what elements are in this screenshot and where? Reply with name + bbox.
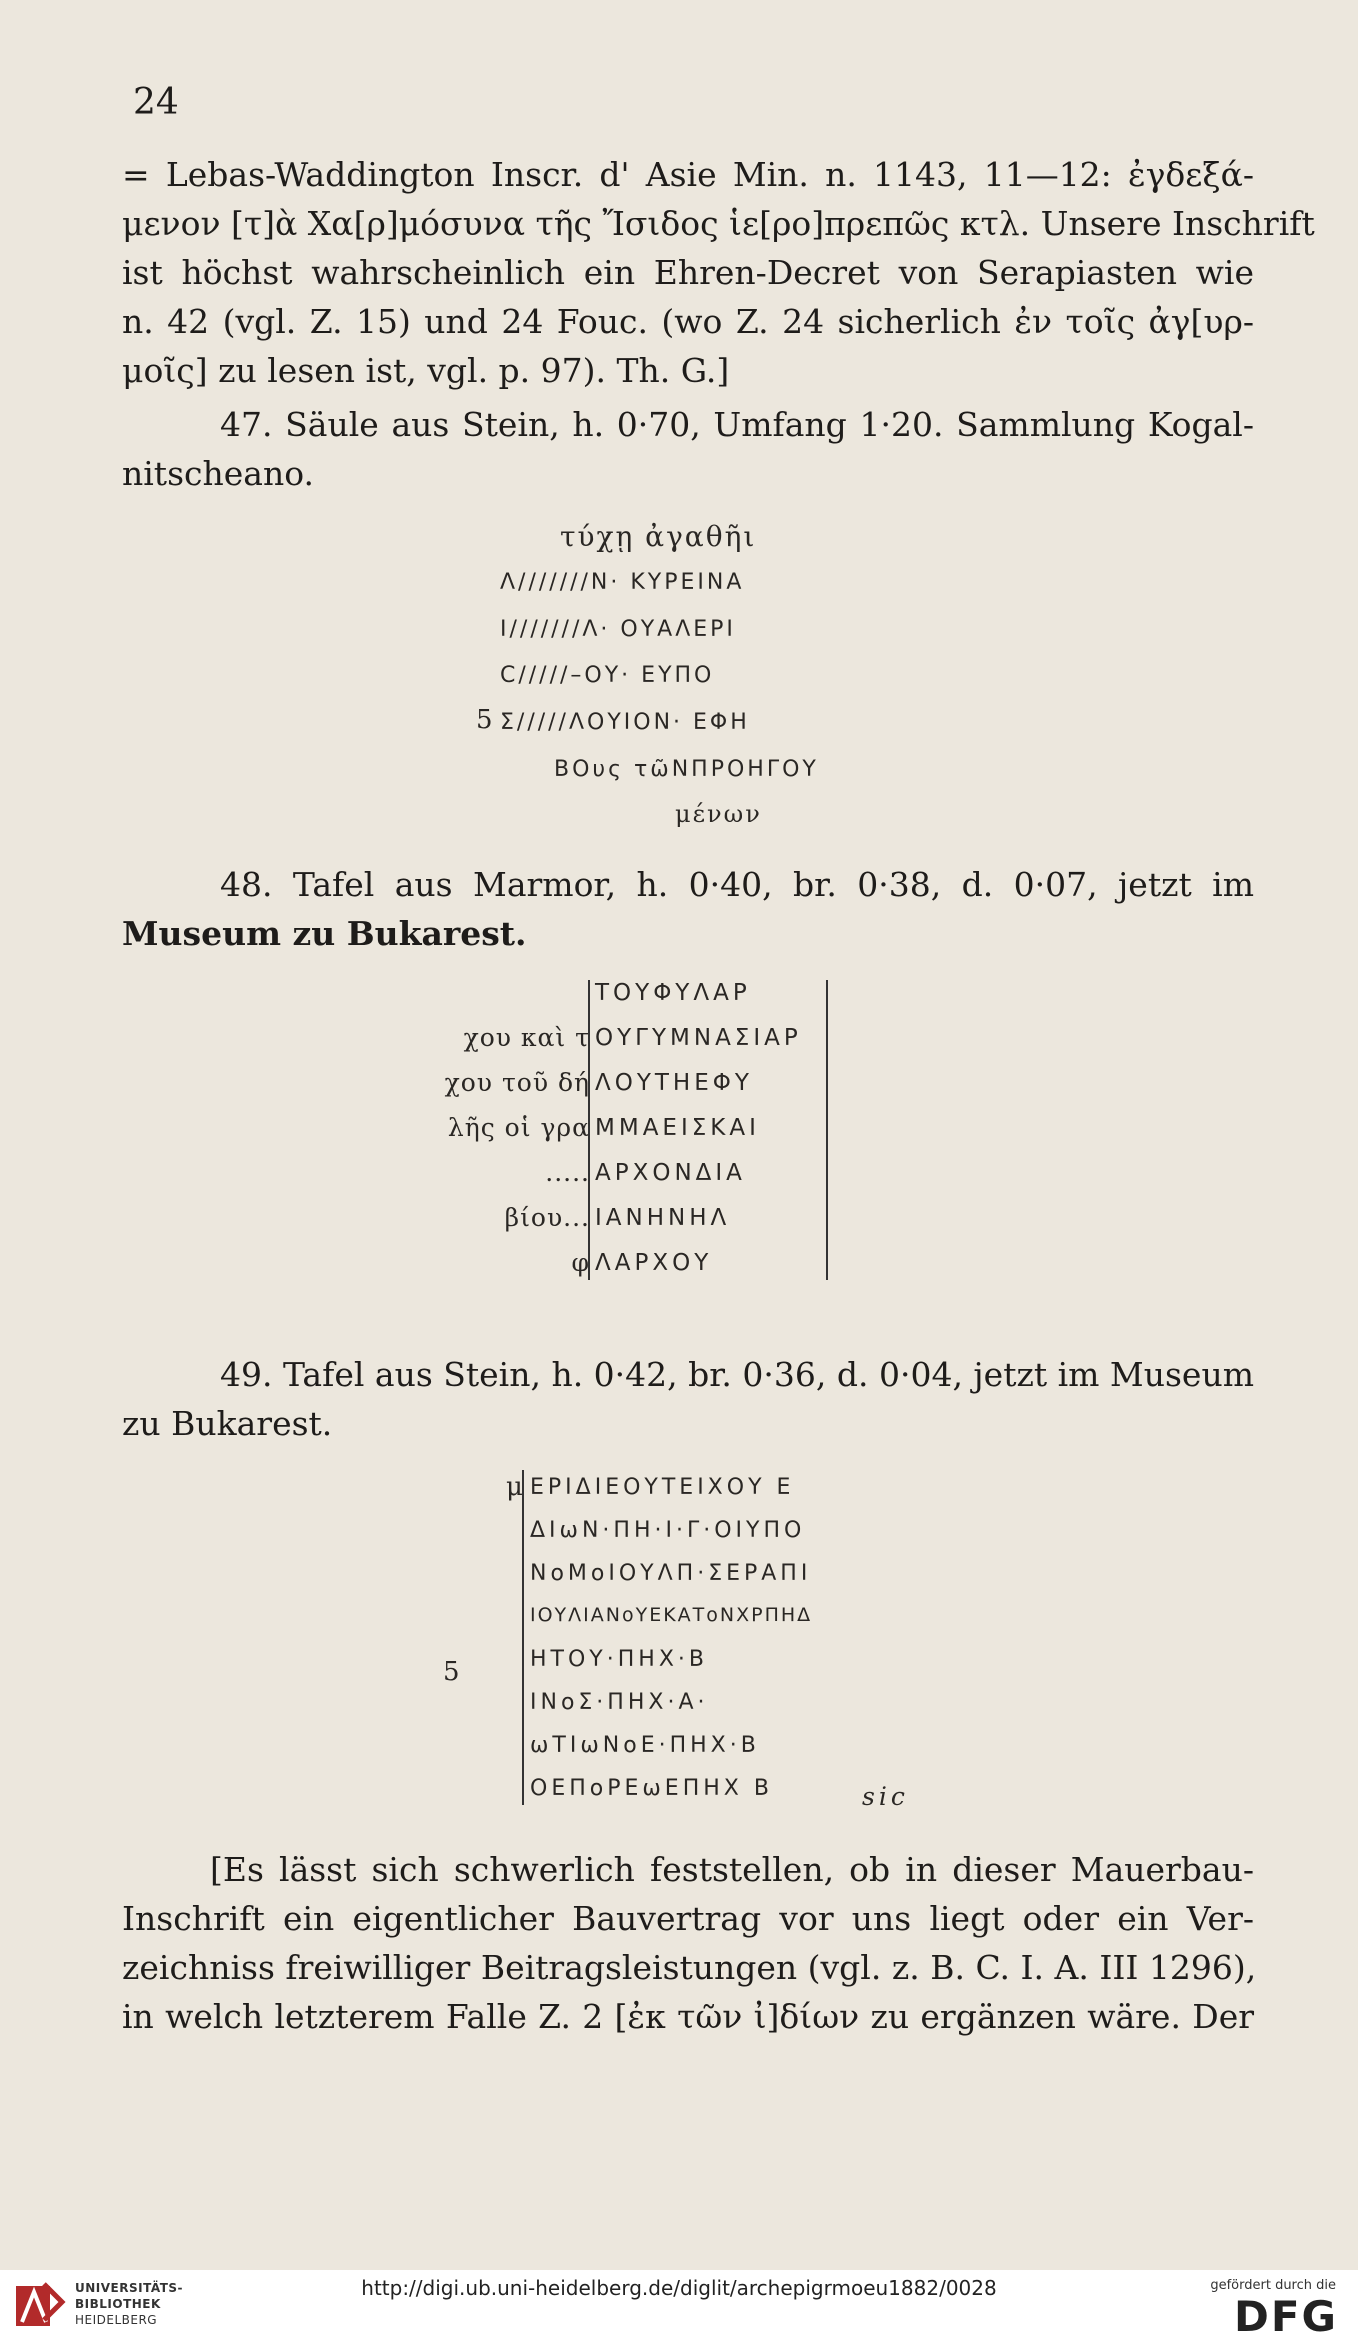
text-line: zu Bukarest. xyxy=(122,1404,333,1443)
inscription-line: C/////–ΟΥ· ΕΥΠΟ xyxy=(500,663,715,688)
text-line: nitscheano. xyxy=(122,454,314,493)
text-line: zeichniss freiwilliger Beitragsleistungen (vgl. z. B. C. I. A. III 1296), xyxy=(122,1948,1257,1987)
text-line: [Es lässt sich schwerlich feststellen, ob in dieser Mauerbau- xyxy=(210,1850,1254,1889)
inscription-line: ΝοΜοΙΟΥΛΠ·ΣΕΡΑΠΙ xyxy=(530,1561,812,1586)
sic-note: sic xyxy=(862,1782,909,1811)
inscription-line: Σ/////ΛΟΥΙΟΝ· ΕΦΗ xyxy=(500,710,750,735)
text-line: 47. Säule aus Stein, h. 0·70, Umfang 1·20. Sammlung Kogal- xyxy=(220,405,1254,444)
inscription-line: ΜΜΑΕΙΣΚΑΙ xyxy=(595,1115,760,1141)
inscription-line: Ι///////Λ· ΟΥΑΛΕΡΙ xyxy=(500,617,736,642)
library-line: HEIDELBERG xyxy=(75,2313,158,2327)
supplement-line: βίου... xyxy=(504,1203,590,1232)
line-number: 5 xyxy=(476,705,496,735)
library-line: UNIVERSITÄTS- xyxy=(75,2281,184,2295)
tablet-edge xyxy=(522,1470,527,1805)
page-number: 24 xyxy=(133,82,179,123)
inscription-48 xyxy=(420,980,820,1320)
inscription-line: ΒΟυς τῶΝΠΡΟΗΓΟΥ xyxy=(554,757,819,782)
supplement-line: χου τοῦ δή xyxy=(444,1068,590,1097)
inscription-47 xyxy=(476,520,920,828)
inscription-line: ΟΥΓΥΜΝΑΣΙΑΡ xyxy=(595,1025,802,1051)
text-line: Museum zu Bukarest. xyxy=(122,914,527,953)
inscription-line: ΤΟΥΦΥΛΑΡ xyxy=(595,980,751,1006)
inscription-line: ΟΕΠοΡΕωΕΠΗΧ Β xyxy=(530,1776,773,1801)
inscription-line: ΑΡΧΟΝΔΙΑ xyxy=(595,1160,746,1186)
supplement-prefix: μ xyxy=(506,1472,527,1502)
item-48-heading xyxy=(122,860,1254,958)
supplement-line: φ xyxy=(571,1248,590,1277)
text-line: 48. Tafel aus Marmor, h. 0·40, br. 0·38, d. 0·07, jetzt im xyxy=(220,865,1254,904)
text-line: μοῖς] zu lesen ist, vgl. p. 97). Th. G.] xyxy=(122,351,730,390)
supplement-line: λῆς οἱ γρα xyxy=(447,1113,590,1142)
dfg-logo: DFG xyxy=(1233,2292,1338,2341)
text-line: n. 42 (vgl. Z. 15) und 24 Fouc. (wo Z. 24 sicherlich ἐν τοῖς ἀγ[υρ- xyxy=(122,302,1254,341)
inscription-line: ΗΤΟΥ·ΠΗΧ·Β xyxy=(530,1647,708,1672)
inscription-line: ΕΡΙΔΙΕΟΥΤΕΙΧΟΥ Ε xyxy=(530,1475,795,1500)
text-line: ist höchst wahrscheinlich ein Ehren-Decret von Serapiasten wie xyxy=(122,253,1254,292)
supplement-line: χου καὶ τ xyxy=(463,1023,590,1052)
inscription-line: ΙΝοΣ·ΠΗΧ·Α· xyxy=(530,1690,709,1715)
inscription-line: ΙΟΥΛΙΑΝοΥΕΚΑΤοΝΧΡΠΗΔ xyxy=(530,1604,813,1626)
inscription-line: ωΤΙωΝοΕ·ΠΗΧ·Β xyxy=(530,1733,760,1758)
text-line: Inschrift ein eigentlicher Bauvertrag vor uns liegt oder ein Ver- xyxy=(122,1899,1254,1938)
item-47-heading xyxy=(122,400,1254,498)
inscription-line: ΙΑΝΗΝΗΛ xyxy=(595,1205,731,1231)
inscription-line: ΔΙωΝ·ΠΗ·Ι·Γ·ΟΙΥΠΟ xyxy=(530,1518,806,1543)
permalink-url[interactable]: http://digi.ub.uni-heidelberg.de/diglit/archepigrmoeu1882/0028 xyxy=(361,2276,997,2300)
supplement-line: ..... xyxy=(545,1158,590,1187)
funder-note: gefördert durch die xyxy=(1210,2278,1336,2293)
inscription-line: ΛΑΡΧΟΥ xyxy=(595,1250,713,1276)
paragraph-lebas-reference xyxy=(122,150,1315,395)
paragraph-mauerbau xyxy=(122,1845,1257,2041)
inscription-heading: τύχῃ ἀγαθῆι xyxy=(560,520,757,553)
item-49-heading xyxy=(122,1350,1254,1448)
inscription-line: ΛΟΥΤΗΕΦΥ xyxy=(595,1070,753,1096)
inscription-49 xyxy=(420,1470,920,1820)
text-line: μενον [τ]ὰ Χα[ρ]μόσυνα τῆς Ἴσιδος ἱε[ρο]πρεπῶς κτλ. Unsere Inschrift xyxy=(122,204,1315,243)
library-line: BIBLIOTHEK xyxy=(75,2297,161,2311)
line-number: 5 xyxy=(443,1657,464,1687)
text-line: in welch letzterem Falle Z. 2 [ἐκ τῶν ἰ]δίων zu ergänzen wäre. Der xyxy=(122,1997,1254,2036)
inscription-line: μένων xyxy=(675,800,762,828)
inscription-line: Λ///////Ν· ΚΥΡΕΙΝΑ xyxy=(500,570,745,595)
text-line: = Lebas-Waddington Inscr. d' Asie Min. n. 1143, 11—12: ἐγδεξά- xyxy=(122,155,1254,194)
text-line: 49. Tafel aus Stein, h. 0·42, br. 0·36, d. 0·04, jetzt im Museum xyxy=(220,1355,1254,1394)
